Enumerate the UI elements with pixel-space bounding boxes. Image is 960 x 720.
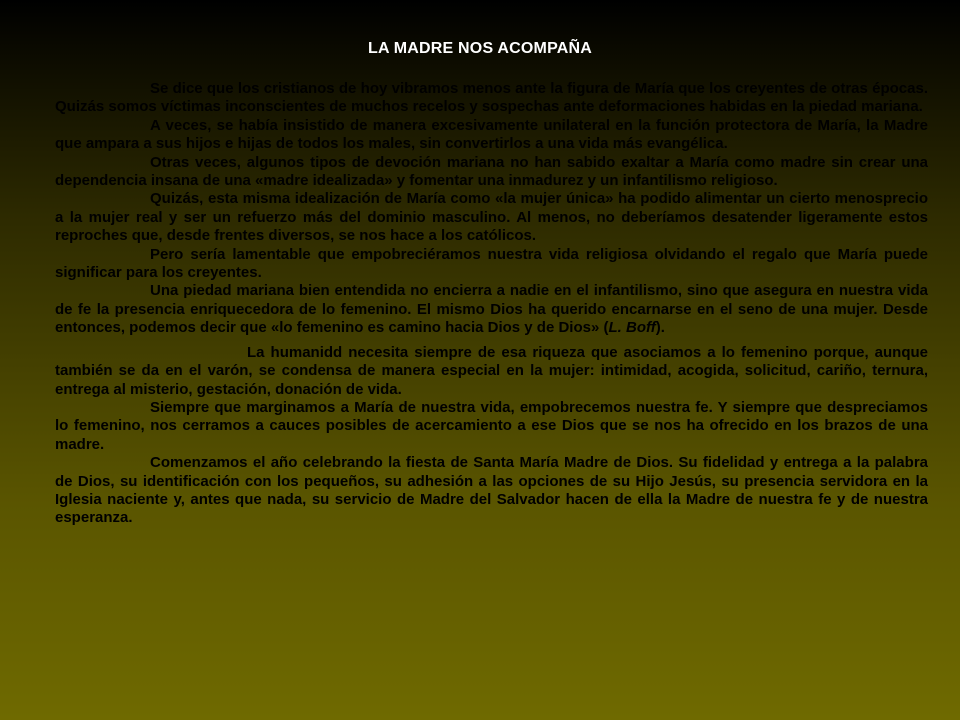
- paragraph-9: Comenzamos el año celebrando la fiesta de Santa María Madre de Dios. Su fidelidad y entrega a la palabra de Dios, su identificación con los pequeños, su adhesión a las opciones de su Hijo Jesús, su presencia servidora en la Iglesia naciente y, antes que nada, su servicio de Madre del Salvador hacen de ella la Madre de nuestra fe y de nuestra esperanza.: [55, 454, 928, 527]
- paragraph-6-text: Una piedad mariana bien entendida no encierra a nadie en el infantilismo, sino que asegura en nuestra vida de fe la presencia enriquecedora de lo femenino. El mismo Dios ha querido encarnarse en el seno de una mujer. Desde entonces, podemos decir que «lo femenino es camino hacia Dios y de Dios» (: [55, 282, 928, 337]
- paragraph-3: Otras veces, algunos tipos de devoción mariana no han sabido exaltar a María como madre sin crear una dependencia insana de una «madre idealizada» y fomentar una inmadurez y un infantilismo religioso.: [55, 153, 928, 190]
- paragraph-1: Se dice que los cristianos de hoy vibramos menos ante la figura de María que los creyentes de otras épocas. Quizás somos víctimas inconscientes de muchos recelos y sospechas ante deformaciones habidas en la piedad mariana.: [55, 80, 928, 116]
- paragraph-5: Pero sería lamentable que empobreciéramos nuestra vida religiosa olvidando el regalo que María puede significar para los creyentes.: [55, 245, 928, 282]
- paragraph-6-end: ).: [655, 319, 665, 337]
- paragraph-8: Siempre que marginamos a María de nuestra vida, empobrecemos nuestra fe. Y siempre que despreciamos lo femenino, nos cerramos a cauces posibles de acercamiento a ese Dios que se nos ha ofrecido en los brazos de una madre.: [55, 398, 928, 453]
- paragraph-2: A veces, se había insistido de manera excesivamente unilateral en la función protectora de María, la Madre que ampara a sus hijos e hijas de todos los males, sin convertirlos a una vida más evangélica.: [55, 116, 928, 153]
- paragraph-6: [55, 282, 928, 337]
- author-citation: L. Boff: [608, 319, 656, 337]
- paragraph-7: La humanidd necesita siempre de esa riqueza que asociamos a lo femenino porque, aunque también se da en el varón, se condensa de manera especial en la mujer: intimidad, acogida, solicitud, cariño, ternura, entrega al misterio, gestación, donación de vida.: [55, 343, 928, 398]
- paragraph-4: Quizás, esta misma idealización de María como «la mujer única» ha podido alimentar un cierto menosprecio a la mujer real y ser un refuerzo más del dominio masculino. Al menos, no deberíamos desatender ligeramente estos reproches que, desde frentes diversos, se nos hace a los católicos.: [55, 190, 928, 245]
- body-text: [55, 80, 928, 528]
- page-title: LA MADRE NOS ACOMPAÑA: [367, 40, 593, 57]
